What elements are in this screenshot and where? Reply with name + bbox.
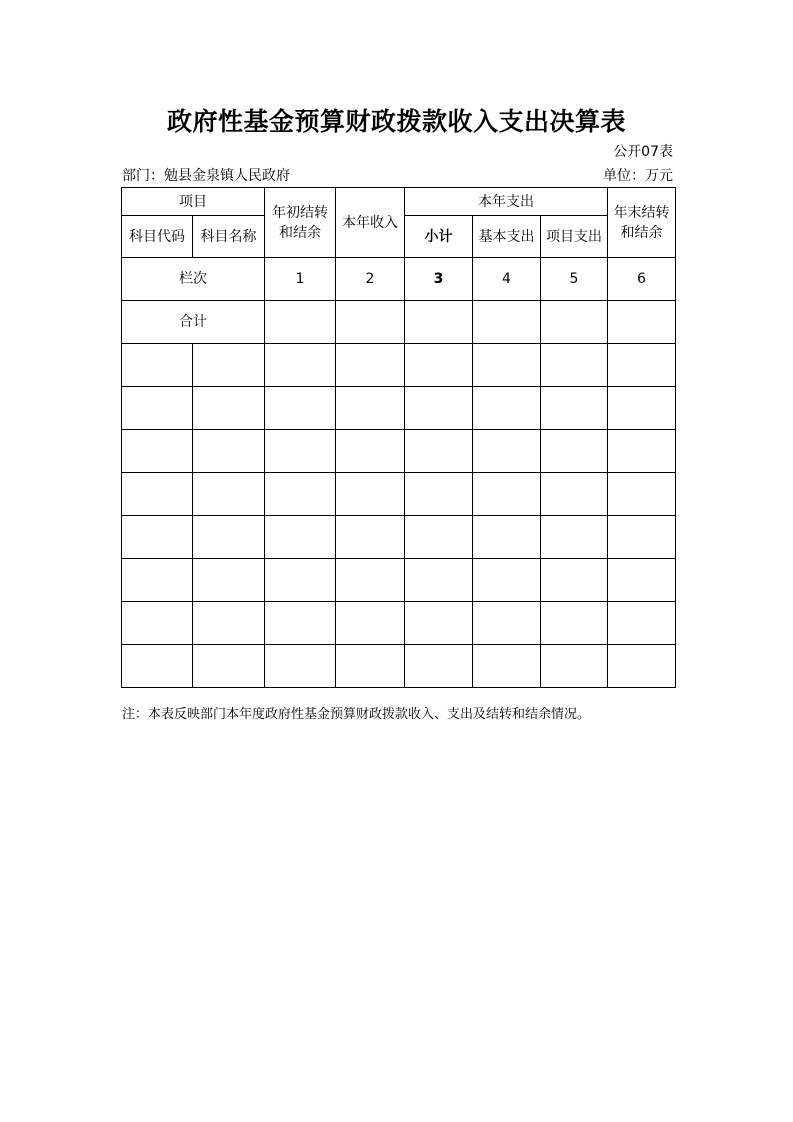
table-row [122, 387, 676, 430]
table-cell [405, 559, 473, 602]
table-cell [405, 473, 473, 516]
table-cell [265, 473, 336, 516]
table-cell [193, 344, 265, 387]
table-cell [608, 344, 676, 387]
column-index-5: 5 [541, 258, 608, 301]
table-cell [473, 473, 541, 516]
table-cell [541, 430, 608, 473]
table-cell [473, 645, 541, 688]
total-cell [541, 301, 608, 344]
header-current-income: 本年收入 [336, 188, 405, 258]
table-cell [473, 430, 541, 473]
table-cell [265, 559, 336, 602]
table-cell [122, 602, 193, 645]
table-cell [265, 516, 336, 559]
table-cell [608, 430, 676, 473]
table-row [122, 473, 676, 516]
table-cell [193, 602, 265, 645]
total-cell [473, 301, 541, 344]
header-opening-balance-text: 年初结转和结余 [272, 204, 328, 241]
table-cell [193, 430, 265, 473]
table-cell [122, 473, 193, 516]
table-cell [405, 516, 473, 559]
table-cell [122, 516, 193, 559]
table-cell [193, 559, 265, 602]
table-cell [336, 645, 405, 688]
table-cell [405, 430, 473, 473]
table-cell [608, 602, 676, 645]
table-cell [265, 430, 336, 473]
table-cell [541, 645, 608, 688]
table-cell [336, 430, 405, 473]
column-index-row [122, 258, 676, 301]
budget-table [121, 187, 676, 688]
header-project: 项目 [122, 188, 265, 216]
table-cell [541, 387, 608, 430]
table-cell [608, 645, 676, 688]
table-cell [405, 602, 473, 645]
header-closing-balance [608, 188, 676, 258]
table-cell [473, 387, 541, 430]
header-subtotal: 小计 [405, 216, 473, 258]
table-cell [473, 516, 541, 559]
table-row [122, 516, 676, 559]
table-cell [405, 344, 473, 387]
table-row [122, 645, 676, 688]
total-cell [608, 301, 676, 344]
column-index-2: 2 [336, 258, 405, 301]
table-row [122, 559, 676, 602]
table-cell [265, 344, 336, 387]
column-index-1: 1 [265, 258, 336, 301]
column-index-label: 栏次 [122, 258, 265, 301]
table-cell [122, 559, 193, 602]
table-cell [473, 559, 541, 602]
table-row [122, 344, 676, 387]
total-cell [336, 301, 405, 344]
column-index-3: 3 [405, 258, 473, 301]
table-cell [541, 344, 608, 387]
header-subject-code: 科目代码 [122, 216, 193, 258]
table-cell [608, 516, 676, 559]
table-cell [336, 516, 405, 559]
table-cell [608, 473, 676, 516]
table-row [122, 430, 676, 473]
column-index-4: 4 [473, 258, 541, 301]
total-row [122, 301, 676, 344]
table-cell [405, 645, 473, 688]
total-label: 合计 [122, 301, 265, 344]
department-label: 部门：勉县金泉镇人民政府 [122, 168, 290, 184]
table-cell [122, 645, 193, 688]
header-closing-balance-text: 年末结转和结余 [613, 204, 670, 241]
table-cell [265, 602, 336, 645]
table-cell [336, 387, 405, 430]
header-basic-expense: 基本支出 [473, 216, 541, 258]
table-cell [608, 387, 676, 430]
table-cell [541, 602, 608, 645]
table-cell [336, 602, 405, 645]
table-cell [122, 387, 193, 430]
table-cell [122, 344, 193, 387]
table-cell [608, 559, 676, 602]
table-cell [541, 473, 608, 516]
table-cell [265, 387, 336, 430]
table-cell [336, 344, 405, 387]
header-row-1 [122, 188, 676, 216]
table-cell [541, 559, 608, 602]
table-note: 注：本表反映部门本年度政府性基金预算财政拨款收入、支出及结转和结余情况。 [122, 707, 591, 722]
column-index-6: 6 [608, 258, 676, 301]
table-cell [336, 559, 405, 602]
table-cell [265, 645, 336, 688]
table-cell [122, 430, 193, 473]
page-title: 政府性基金预算财政拨款收入支出决算表 [166, 107, 626, 136]
table-cell [541, 516, 608, 559]
table-cell [473, 602, 541, 645]
header-opening-balance [265, 188, 336, 258]
total-cell [265, 301, 336, 344]
table-cell [193, 387, 265, 430]
table-row [122, 602, 676, 645]
header-subject-name: 科目名称 [193, 216, 265, 258]
table-cell [405, 387, 473, 430]
table-cell [193, 516, 265, 559]
table-cell [473, 344, 541, 387]
total-cell [405, 301, 473, 344]
table-cell [336, 473, 405, 516]
header-project-expense: 项目支出 [541, 216, 608, 258]
header-current-expense: 本年支出 [405, 188, 608, 216]
form-number: 公开07表 [613, 144, 673, 160]
table-cell [193, 473, 265, 516]
table-cell [193, 645, 265, 688]
unit-label: 单位：万元 [603, 168, 673, 184]
